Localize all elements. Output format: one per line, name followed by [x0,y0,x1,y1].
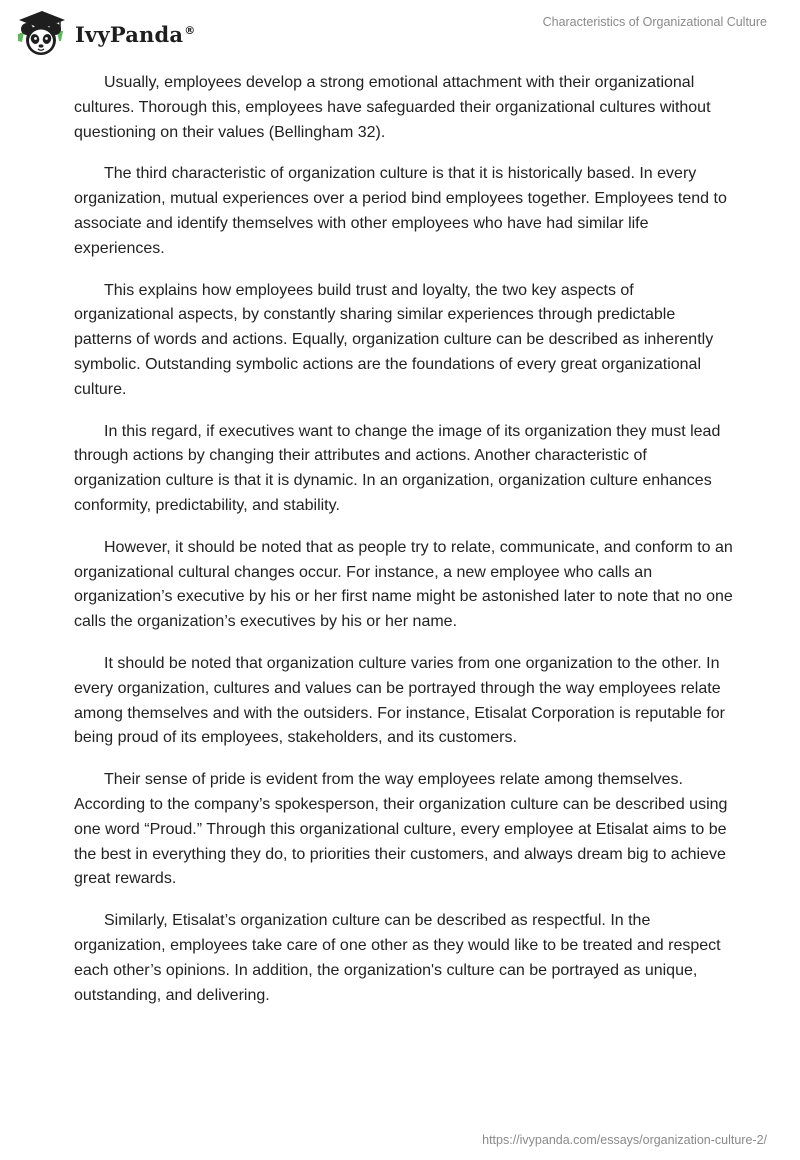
paragraph: In this regard, if executives want to change the image of its organization they must lead through actions by changing their attributes and actions. Another characteristic of organization culture is that it is dynamic. In an organization, organization culture enhances conformity, predictability, and stability. [74,422,721,514]
paragraph: Usually, employees develop a strong emotional attachment with their organizational cultures. Thorough this, employees have safeguarded their organizational cultures without questioning on their values (Bellingham 32). [74,74,711,141]
paragraph: Their sense of pride is evident from the way employees relate among themselves. According to the company’s spokesperson, their organization culture can be described using one word “Proud.” Through this organizational culture, every employee at Etisalat aims to be the best in everything they do, to priorities their customers, and always dream big to achieve great rewards. [74,771,728,888]
paragraph: This explains how employees build trust and loyalty, the two key aspects of organizational aspects, by constantly sharing similar experiences through predictable patterns of words and actions. Equally, organization culture can be described as inherently symbolic. Outstanding symbolic actions are the foundations of every great organizational culture. [74,281,714,398]
page-header [0,0,800,66]
paragraph: Similarly, Etisalat’s organization culture can be described as respectful. In the organization, employees take care of one other as they would like to be treated and respect each other’s opinions. In addition, the organization's culture can be portrayed as unique, outstanding, and delivering. [74,912,721,1004]
paragraph: It should be noted that organization culture varies from one organization to the other. In every organization, cultures and values can be portrayed through the way employees relate among themselves and with the outsiders. For instance, Etisalat Corporation is reputable for being proud of its employees, stakeholders, and its customers. [74,654,725,747]
source-url[interactable]: https://ivypanda.com/essays/organization-culture-2/ [482,1133,767,1147]
registered-mark: ® [184,23,196,37]
paragraph: However, it should be noted that as people try to relate, communicate, and conform to an organizational cultural changes occur. For instance, a new employee who calls an organization’s executive by his or her first name might be astonished later to note that no one calls the organization’s executives by his or her name. [74,538,733,631]
paragraph: The third characteristic of organization culture is that it is historically based. In every organization, mutual experiences over a period bind employees together. Employees tend to associate and identify themselves with other employees who have had similar life experiences. [74,165,727,257]
document-title: Characteristics of Organizational Culture [542,15,767,29]
ivypanda-logo[interactable] [15,8,195,58]
brand-label: IvyPanda [75,21,184,47]
panda-graduate-logo-icon [15,8,69,58]
brand-name [75,22,195,47]
essay-body [74,71,734,1025]
